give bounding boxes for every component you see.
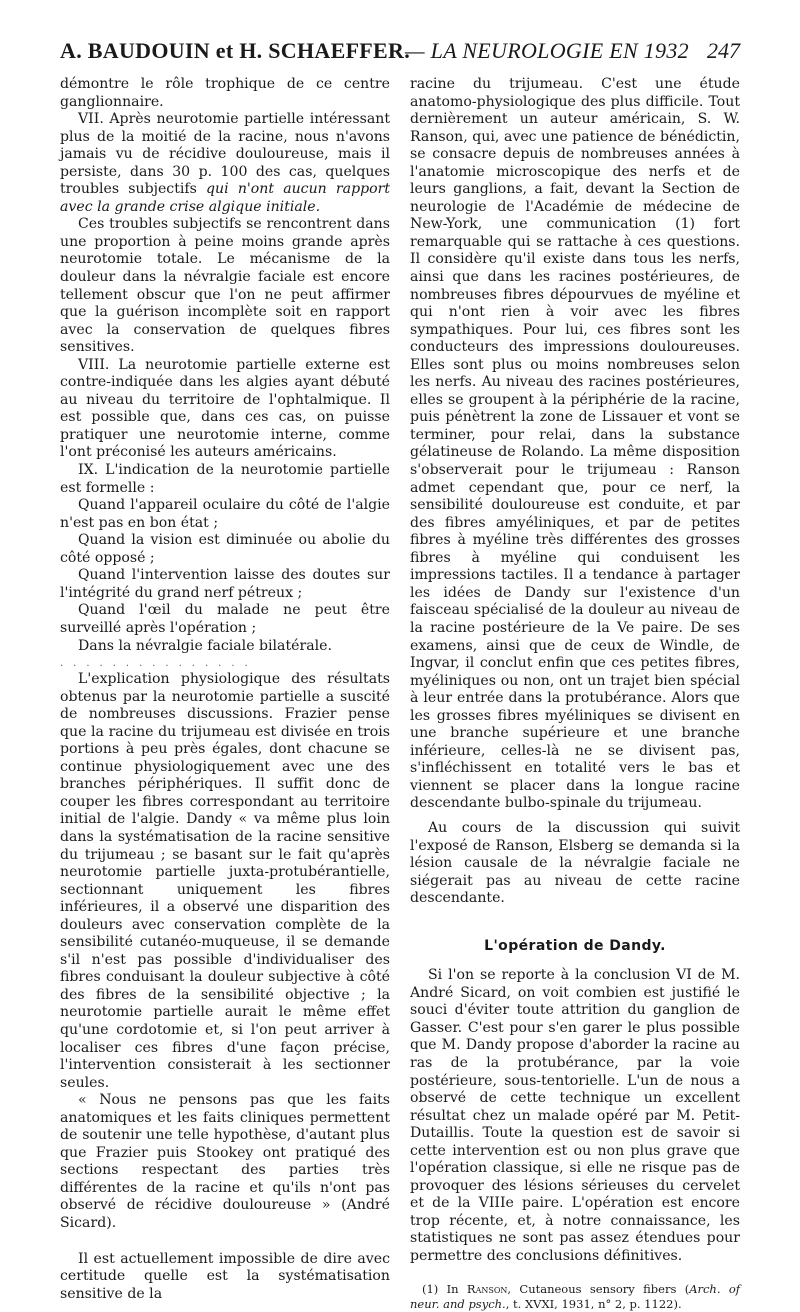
list-item: Quand la vision est diminuée ou abolie du côté opposé ; [60, 532, 390, 566]
paragraph: Si l'on se reporte à la conclusion VI de M. André Sicard, on voit combien est justifié le souci d'éviter toute attrition du ganglion de Gasser. C'est pour s'en garer le plus possible que M. Dandy propose d'aborder la racine au ras de la protubérance, par la voie postérieure, sous-tentorielle. L'un de nous a observé de cette technique un excellent résultat chez un malade opéré par M. Petit-Dutaillis. Toute la question est de savoir si cette intervention est ou non plus grave que l'opération classique, si elle ne risque pas de provoquer des lésions sérieuses du cervelet et de la VIIIe paire. L'opération est encore trop récente, et, à notre connaissance, les statistiques ne sont pas assez étendues pour permettre des conclusions définitives. [410, 967, 740, 1264]
paragraph: Il est actuellement impossible de dire avec certitude quelle est la systématisation sensitive de la [60, 1250, 390, 1302]
running-header [60, 38, 740, 68]
paragraph: L'explication physiologique des résultats obtenus par la neurotomie partielle a suscité de nombreuses discussions. Frazier pense que la racine du trijumeau est divisée en trois portions à peu près égales, dont chacune se continue physiologiquement avec une des branches périphériques. Il suffit donc de couper les fibres correspondant au territoire initial de l'algie. Dandy « va même plus loin dans la systématisation de la racine sensitive du trijumeau ; se basant sur le fait qu'après neurotomie partielle juxta-protubérantielle, sectionnant uniquement les fibres inférieures, il a observé une disparition des douleurs avec conservation complète de la sensibilité cutanéo-muqueuse, il se demande s'il n'est pas possible d'individualiser des fibres conduisant la douleur subjective à côté des fibres de la sensibilité objective ; la neurotomie partielle aurait le même effet qu'une cordotomie et, si l'on peut arriver à localiser ces fibres d'une façon précise, l'intervention consisterait à les sectionner seules. [60, 671, 390, 1091]
list-item: Quand l'appareil oculaire du côté de l'algie n'est pas en bon état ; [60, 497, 390, 531]
paragraph: racine du trijumeau. C'est une étude anatomo-physiologique des plus difficile. Tout dernièrement un auteur américain, S. W. Ranson, qui, avec une patience de bénédictin, se consacre depuis de nombreuses années à l'anatomie microscopique des nerfs et de leurs ganglions, a fait, devant la Section de neurologie de l'Académie de médecine de New-York, une communication (1) fort remarquable qui se rattache à ces questions. Il considère qu'il existe dans tous les nerfs, ainsi que dans les racines postérieures, de nombreuses fibres dépourvues de myéline et qui n'ont rien à voir avec les fibres sympathiques. Pour lui, ces fibres sont les conducteurs des impressions douloureuses. Elles sont plus ou moins nombreuses selon les nerfs. Au niveau des racines postérieures, elles se groupent à la périphérie de la racine, puis pénètrent la zone de Lissauer et vont se terminer, pour relai, dans la substance gélatineuse de Rolando. La même disposition s'observerait pour le trijumeau : Ranson admet cependant que, pour ce nerf, la sensibilité douloureuse est conduite, et par des fibres amyéliniques, et par de petites fibres à myéline très différentes des grosses fibres à myéline qui conduisent les impressions tactiles. Il a tendance à partager les idées de Dandy sur l'existence d'un faisceau spécialisé de la douleur au niveau de la racine postérieure de la Ve paire. De ses examens, ainsi que de ceux de Windle, de Ingvar, il conclut enfin que ces petites fibres, myéliniques ou non, ont un trajet bien spécial à leur entrée dans la protubérance. Alors que les grosses fibres myéliniques se divisent en une branche supérieure et une branche inférieure, celles-là ne se divisent pas, s'infléchissent en totalité vers le bas et viennent se placer dans la longue racine descendante bulbo-spinale du trijumeau. [410, 76, 740, 812]
list-item: Quand l'œil du malade ne peut être surveillé après l'opération ; [60, 602, 390, 636]
paragraph: « Nous ne pensons pas que les faits anatomiques et les faits cliniques permettent de soutenir une telle hypothèse, d'autant plus que Frazier puis Stookey ont pratiqué des sections respectant des parties très différentes de la racine et qu'ils n'ont pas observé de récidive douloureuse » (André Sicard). [60, 1092, 390, 1231]
section-heading: L'opération de Dandy. [484, 937, 666, 954]
section-separator: ............... [60, 658, 258, 670]
paragraph: démontre le rôle trophique de ce centre ganglionnaire. [60, 76, 390, 110]
page-number: 247 [707, 38, 740, 63]
footnote-title: , Cutaneous sensory fibers ( [507, 1281, 690, 1296]
footnote-marker: (1) In [422, 1281, 459, 1296]
italic-text: qui n'ont aucun rapport avec la grande crise algique initiale. [60, 181, 390, 215]
list-item: Dans la névralgie faciale bilatérale. [78, 637, 332, 654]
list-item: Quand l'intervention laisse des doutes sur l'intégrité du grand nerf pétreux ; [60, 567, 390, 601]
paragraph: VIII. La neurotomie partielle externe est contre-indiquée dans les algies ayant débuté au niveau du territoire de l'ophtalmique. Il est possible que, dans ces cas, on puisse pratiquer une neurotomie interne, comme l'ont préconisé les auteurs américains. [60, 356, 390, 461]
footnote-author: Ranson [466, 1281, 508, 1296]
paragraph: Ces troubles subjectifs se rencontrent dans une proportion à peine moins grande après neurotomie totale. Le mécanisme de la douleur dans la névralgie faciale est encore tellement obscur que l'on ne peut affirmer que la guérison incomplète soit en rapport avec la conservation de quelques fibres sensitives. [60, 216, 390, 356]
paragraph [60, 111, 390, 216]
paragraph: Au cours de la discussion qui suivit l'exposé de Ranson, Elsberg se demanda si la lésion causale de la névralgie faciale ne siégerait pas au niveau de cette racine descendante. [410, 819, 740, 907]
header-authors: A. BAUDOUIN et H. SCHAEFFER. [60, 38, 411, 63]
header-subtitle: — LA NEUROLOGIE EN 1932 [405, 38, 689, 63]
paragraph-text: VII. Après neurotomie partielle intéressant plus de la moitié de la racine, nous n'avons jamais vu de récidive douloureuse, mais il persiste, dans 30 p. 100 des cas, quelques troubles subjectifs [60, 111, 390, 198]
paragraph: IX. L'indication de la neurotomie partielle est formelle : [60, 462, 390, 496]
footnote-journal: Arch. of neur. and psych. [410, 1281, 741, 1311]
footnote [410, 1282, 740, 1312]
footnote-citation: , t. XVXI, 1931, n° 2, p. 1122). [505, 1296, 682, 1311]
left-column [60, 76, 390, 1303]
right-column [410, 76, 740, 1312]
